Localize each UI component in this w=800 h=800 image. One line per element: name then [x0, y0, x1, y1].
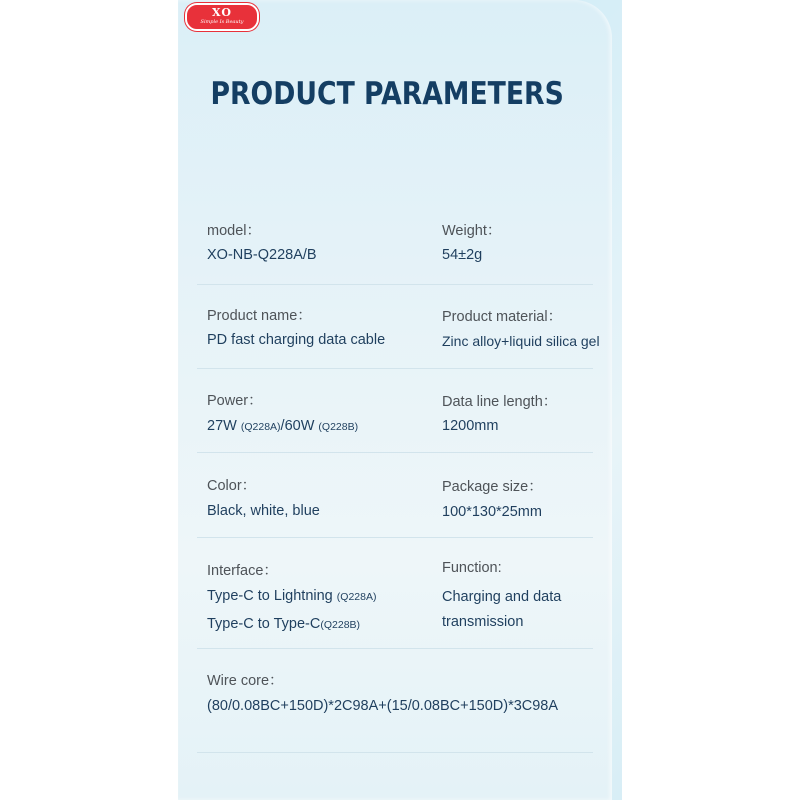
- product-material-value: Zinc alloy+liquid silica gel: [442, 333, 600, 349]
- power-label: Power：: [207, 393, 263, 409]
- model-label: model：: [207, 223, 261, 239]
- wire-core-label: Wire core：: [207, 673, 284, 689]
- divider: [197, 648, 593, 649]
- weight-value: 54±2g: [442, 247, 483, 263]
- power-value-a: 27W: [207, 418, 237, 434]
- divider: [197, 284, 593, 285]
- xo-logo: [185, 3, 259, 31]
- color-value: Black, white, blue: [207, 503, 320, 519]
- weight-label: Weight：: [442, 223, 502, 239]
- function-value-1: Charging and data: [442, 589, 562, 605]
- page-title: PRODUCT PARAMETERS: [210, 76, 564, 112]
- interface-note-2: (Q228B): [320, 619, 361, 631]
- interface-line-2: [207, 616, 360, 632]
- data-line-length-label: Data line length：: [442, 394, 558, 410]
- logo-tagline: Simple Is Beauty: [200, 19, 244, 25]
- product-material-label: Product material：: [442, 309, 563, 325]
- interface-line-1: [207, 588, 376, 604]
- power-value-b: /60W: [280, 418, 315, 434]
- parameters-card: [178, 0, 612, 800]
- logo-text: XO: [212, 6, 232, 19]
- product-name-value: PD fast charging data cable: [207, 332, 386, 348]
- package-size-label: Package size：: [442, 479, 543, 495]
- function-value-2: transmission: [442, 614, 524, 630]
- color-label: Color：: [207, 478, 257, 494]
- wire-core-value: (80/0.08BC+150D)*2C98A+(15/0.08BC+150D)*3C98A: [207, 698, 559, 714]
- divider: [197, 752, 593, 753]
- interface-value-2: Type-C to Type-C: [207, 616, 321, 632]
- divider: [197, 537, 593, 538]
- power-note-b: (Q228B): [318, 421, 359, 433]
- divider: [197, 368, 593, 369]
- product-name-label: Product name：: [207, 308, 312, 324]
- data-line-length-value: 1200mm: [442, 418, 499, 434]
- power-value: [207, 418, 358, 434]
- power-note-a: (Q228A): [240, 421, 281, 433]
- interface-note-1: (Q228A): [336, 591, 377, 603]
- function-label: Function:: [442, 560, 502, 576]
- product-parameters-panel: [178, 0, 622, 800]
- package-size-value: 100*130*25mm: [442, 504, 542, 520]
- divider: [197, 452, 593, 453]
- interface-label: Interface：: [207, 563, 278, 579]
- model-value: XO-NB-Q228A/B: [207, 247, 317, 263]
- interface-value-1: Type-C to Lightning: [207, 588, 333, 604]
